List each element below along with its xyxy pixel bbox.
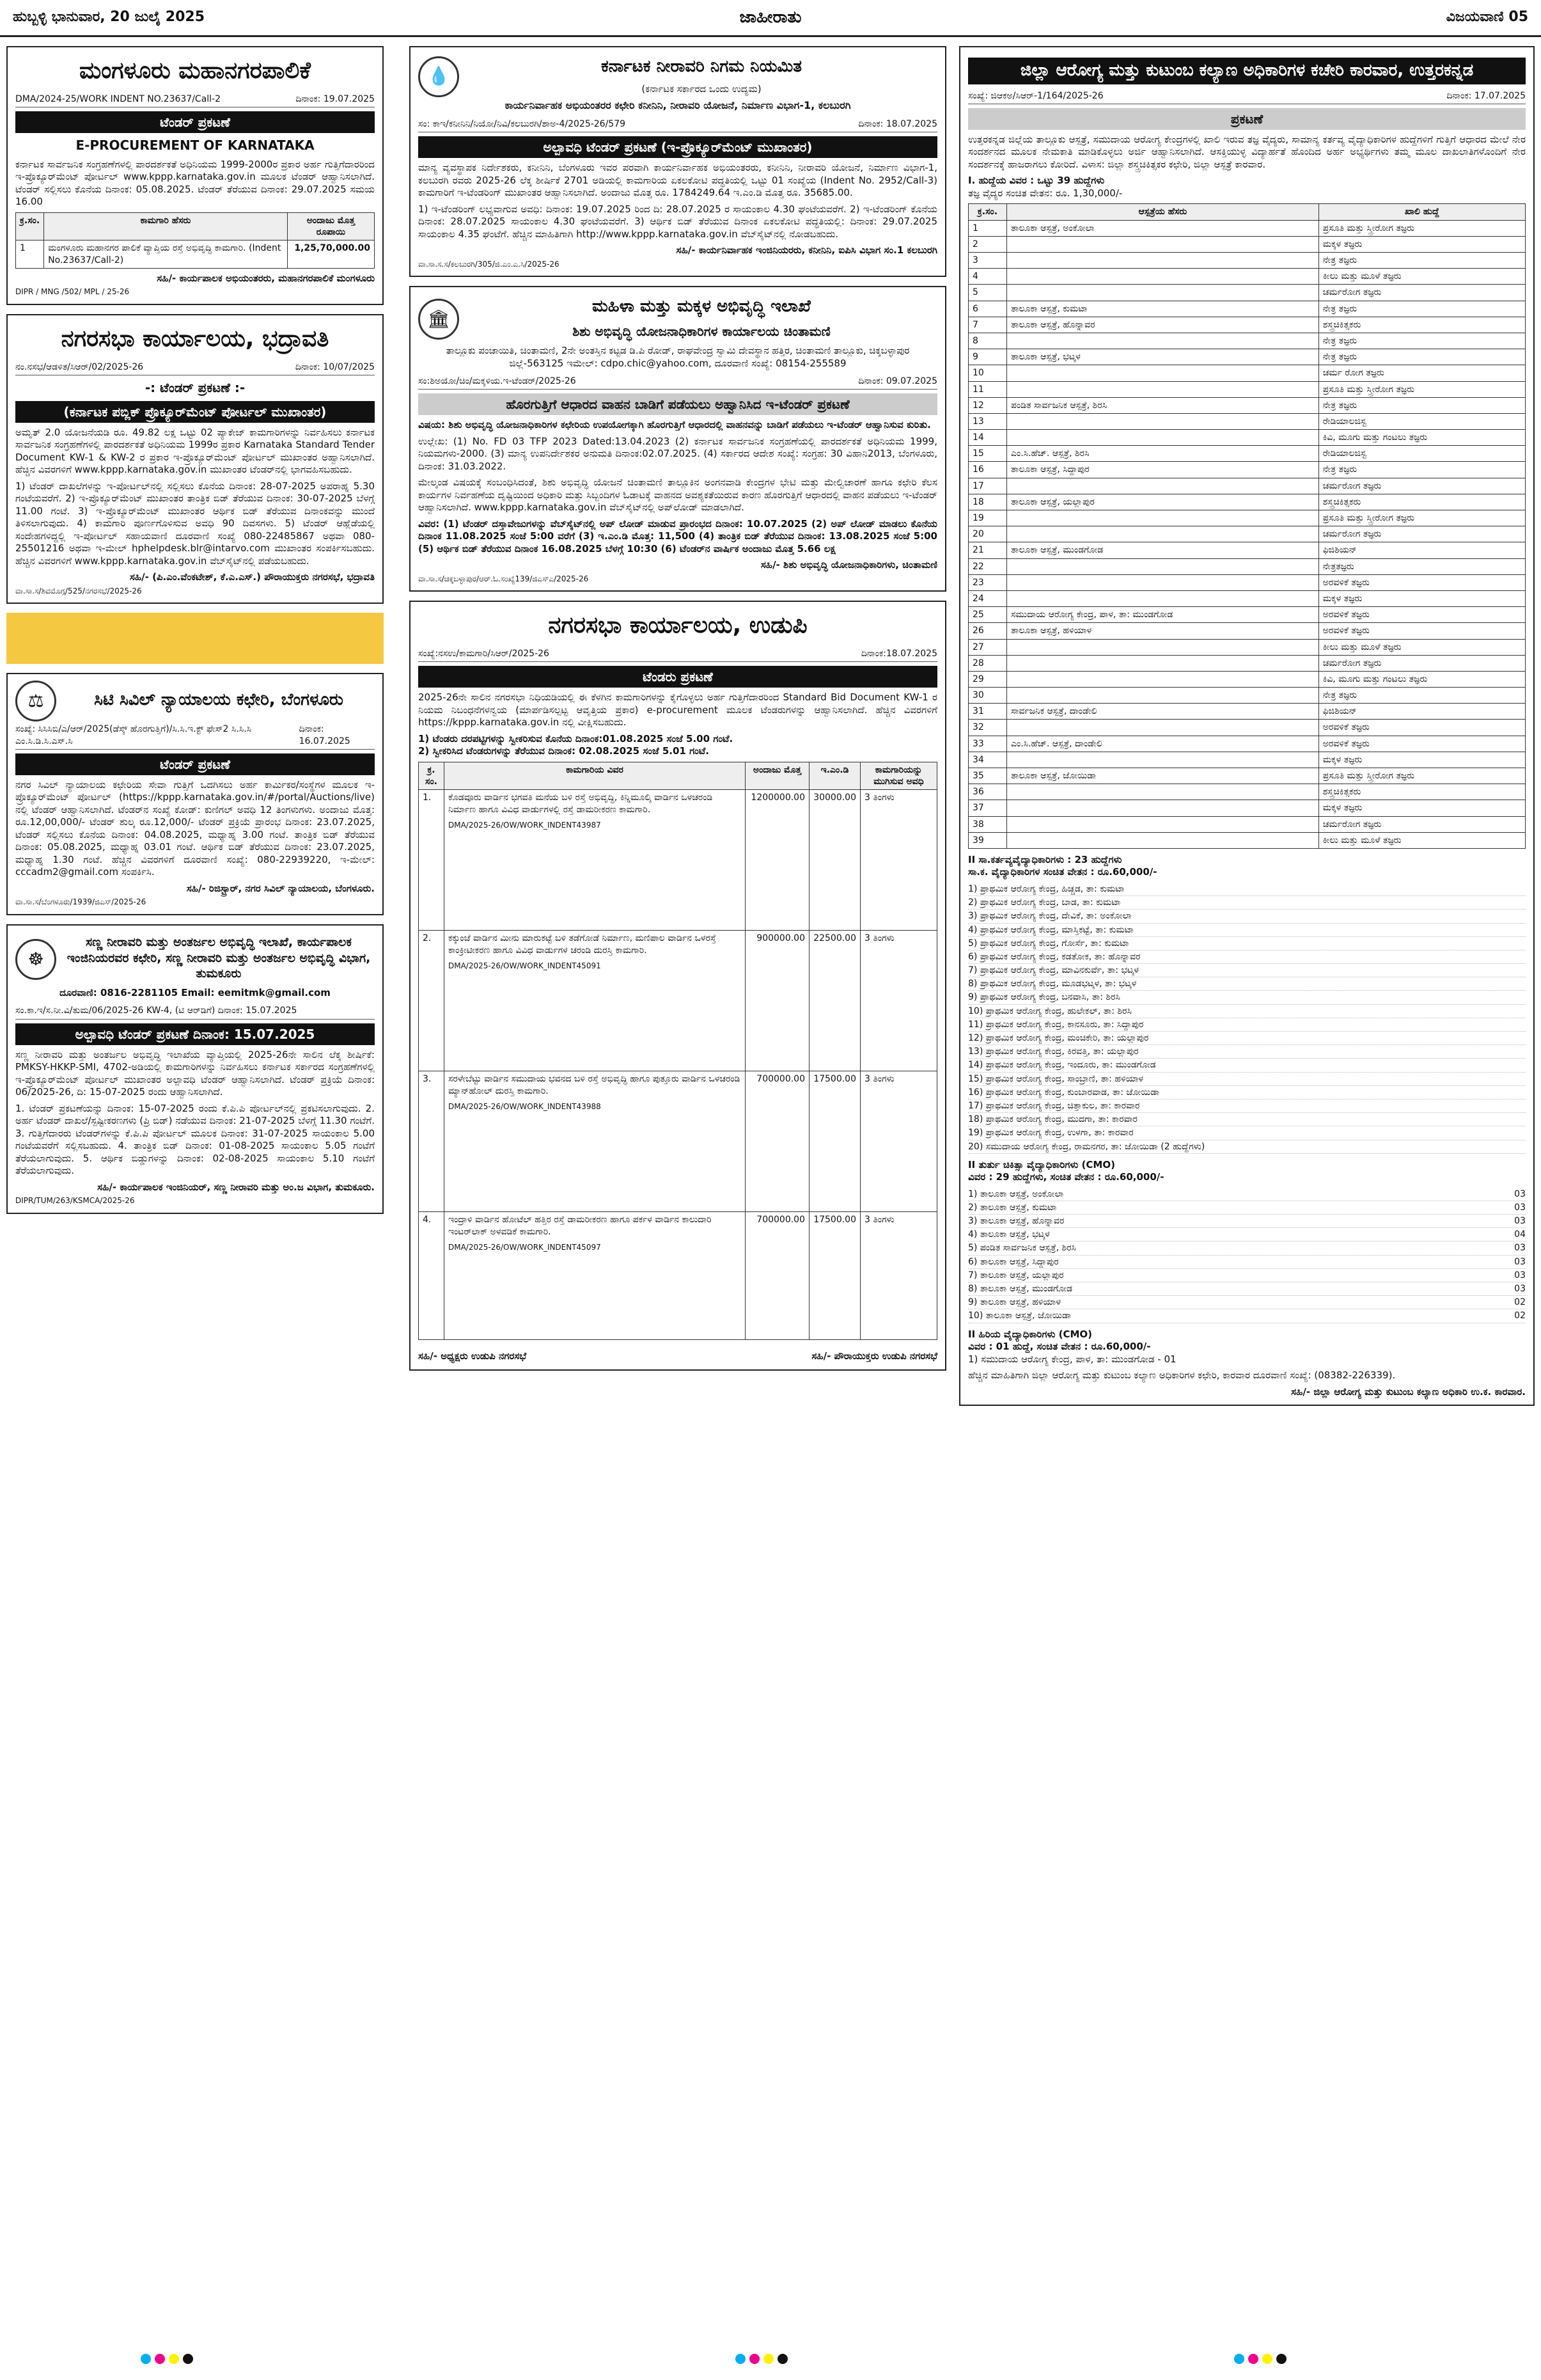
- kbjnl-notice: [409, 46, 946, 277]
- notice-signature: ಸಹಿ/- ರಿಜಿಸ್ಟ್ರಾರ್, ನಗರ ಸಿವಿಲ್ ನ್ಯಾಯಾಲಯ, ಬೆಂಗಳೂರು.: [186, 882, 375, 894]
- header-paper: ವಿಜಯವಾಣಿ 05: [1446, 9, 1528, 26]
- table-row: 28 ಚರ್ಮರೋಗ ತಜ್ಞರು: [969, 655, 1526, 671]
- cyan-dot: [141, 2354, 151, 2364]
- notice-subhead: E-PROCUREMENT OF KARNATAKA: [75, 137, 315, 153]
- notice-meta: ಸಂಖ್ಯೆ: ಜಿಆಕಅ/ಸಿಆರ್-1/164/2025-26 ದಿನಾಂಕ: 17.07.2025: [968, 88, 1526, 104]
- list-item: 3) ತಾಲೂಕಾ ಆಸ್ಪತ್ರೆ, ಹೊನ್ನಾವರ 03: [968, 1215, 1526, 1228]
- list-item: 12) ಪ್ರಾಥಮಿಕ ಆರೋಗ್ಯ ಕೇಂದ್ರ, ಮಂಚಿಕೇರಿ, ತಾ: ಯಲ್ಲಾಪುರ: [968, 1032, 1526, 1045]
- notice-points: 1) ಇ-ಟೆಂಡರಿಂಗ್ ಲಭ್ಯವಾಗುವ ಅವಧಿ: ದಿನಾಂಕ: 19.07.2025 ರಿಂದ ದಿ: 28.07.2025 ರ ಸಾಯಂಕಾಲ 4.30 ಘಂಟೆಯವರೆಗೆ. 2) ಇ-ಟೆಂಡರಿಂಗ್ ಕೊನೆಯ ದಿನಾಂಕ: 28.07.2025 ಸಾಯಂಕಾಲ 4.30 ಘಂಟೆಯವರೆಗೆ. 3) ಆರ್ಥಿಕ ಬಿಡ್ ತೆರೆಯುವ ದಿನಾಂಕ ಏಕಲಕೋಟಿ ಪದ್ಧತಿಯಲ್ಲಿ: ದಿನಾಂಕ: 29.07.2025 ಸಾಯಂಕಾಲ 4.35 ಘಂಟೆಗೆ. ಹೆಚ್ಚಿನ ಮಾಹಿತಿಗಾಗಿ http://www.kppp.karnataka.gov.in ವೆಬ್‌ಸೈಟ್‌ನಲ್ಲಿ ನೋಡಬಹುದು.: [418, 203, 937, 240]
- notice-table: ಕ್ರ.ಸಂ. ಕಾಮಗಾರಿ ಹೆಸರು ಅಂದಾಜು ಮೊತ್ತ ರೂಪಾಯಿ 1 ಮಂಗಳೂರು ಮಹಾನಗರ ಪಾಲಿಕೆ ವ್ಯಾಪ್ತಿಯ ರಸ್ತೆ ಅಭಿವೃದ್ಧಿ ಕಾಮಗಾರಿ. (Indent No.23637/Call-2) 1,25,70,000.00: [15, 212, 375, 269]
- notice-code: ವಾ.ಸಾ.ಸ/ಬೆಂಗಳೂರು/1939/ಜಿಎಸ್/2025-26: [15, 897, 146, 907]
- table-row: 29 ಕಿವಿ, ಮೂಗು ಮತ್ತು ಗಂಟಲು ತಜ್ಞರು: [969, 671, 1526, 687]
- table-row: 16 ತಾಲೂಕಾ ಆಸ್ಪತ್ರೆ, ಸಿದ್ದಾಪುರ ನೇತ್ರ ತಜ್ಞರು: [969, 462, 1526, 478]
- table-row: 10 ಚರ್ಮ ರೋಗ ತಜ್ಞರು: [969, 365, 1526, 381]
- table-row: 1 ಮಂಗಳೂರು ಮಹಾನಗರ ಪಾಲಿಕೆ ವ್ಯಾಪ್ತಿಯ ರಸ್ತೆ ಅಭಿವೃದ್ಧಿ ಕಾಮಗಾರಿ. (Indent No.23637/Call-2) 1,25,70,000.00: [16, 240, 375, 268]
- black-dot: [778, 2354, 788, 2364]
- list-item: 17) ಪ್ರಾಥಮಿಕ ಆರೋಗ್ಯ ಕೇಂದ್ರ, ಚಿತ್ತಾಕುಲ, ತಾ: ಕಾರವಾರ: [968, 1099, 1526, 1113]
- list-item: 19) ಪ್ರಾಥಮಿಕ ಆರೋಗ್ಯ ಕೇಂದ್ರ, ಉಳಗಾ, ತಾ: ಕಾರವಾರ: [968, 1126, 1526, 1140]
- udupi-notice: [409, 601, 946, 1370]
- notice-code: ವಾ.ಸಾ.ಸ/ಶಿವಮೊಗ್ಗ/525/ನಗರಸಭೆ/2025-26: [15, 586, 142, 595]
- table-row: 3. ಸರಳೇಬೆಟ್ಟು ವಾರ್ಡಿನ ಸಮುದಾಯ ಭವನದ ಬಳಿ ರಸ್ತೆ ಅಭಿವೃದ್ಧಿ ಹಾಗೂ ಪುತ್ತೂರು ವಾರ್ಡಿನ ಒಳಚರಂಡಿ ಮ್ಯಾನ್‌ಹೋಲ್ ದುರಸ್ತಿ ಕಾಮಗಾರಿ. DMA/2025-26/OW/WORK_INDENT43988 700000.00 17500.00 3 ತಿಂಗಳು: [419, 1071, 937, 1212]
- section2-title: II ಸಾ.ಕರ್ತವ್ಯವೈದ್ಯಾಧಿಕಾರಿಗಳು : 23 ಹುದ್ದೆಗಳು: [968, 853, 1122, 865]
- list-item: 10) ತಾಲೂಕಾ ಆಸ್ಪತ್ರೆ, ಜೋಯಿಡಾ 02: [968, 1309, 1526, 1323]
- emblem-icon: 🏛: [418, 299, 459, 340]
- table-row: 18 ತಾಲೂಕಾ ಆಸ್ಪತ್ರೆ, ಯಲ್ಲಾಪುರ ಶಸ್ತ್ರಚಿಕಿತ್ಸಕರು: [969, 494, 1526, 510]
- list-item: 4) ತಾಲೂಕಾ ಆಸ್ಪತ್ರೆ, ಭಟ್ಕಳ 04: [968, 1228, 1526, 1241]
- list-item: 20) ಸಮುದಾಯ ಆರೋಗ್ಯ ಕೇಂದ್ರ, ರಾಮನಗರ, ತಾ: ಜೋಯಿಡಾ (2 ಹುದ್ದೆಗಳು): [968, 1140, 1526, 1154]
- notice-code: DIPR / MNG /502/ MPL / 25-26: [15, 287, 130, 297]
- list-item: 10) ಪ್ರಾಥಮಿಕ ಆರೋಗ್ಯ ಕೇಂದ್ರ, ಹುಲೇಕಲ್, ತಾ: ಶಿರಸಿ: [968, 1005, 1526, 1018]
- notice-subtitle: ಶಿಶು ಅಭಿವೃದ್ಧಿ ಯೋಜನಾಧಿಕಾರಿಗಳ ಕಾರ್ಯಾಲಯ ಚಿಂತಾಮಣಿ: [572, 324, 831, 340]
- table-row: 15 ಎಂ.ಸಿ.ಹೆಚ್. ಆಸ್ಪತ್ರೆ, ಶಿರಸಿ ರೇಡಿಯಾಲಜಿಸ್ಟ: [969, 446, 1526, 462]
- notice-body: ಸಣ್ಣ ನೀರಾವರಿ ಮತ್ತು ಅಂತರ್ಜಲ ಅಭಿವೃದ್ಧಿ ಇಲಾಖೆಯ ವ್ಯಾಪ್ತಿಯಲ್ಲಿ 2025-26ನೇ ಸಾಲಿನ ಲೆಕ್ಕ ಶೀರ್ಷಿಕೆ: PMKSY-HKKP-SMI, 4702-ಅಡಿಯಲ್ಲಿ ಕಾಮಗಾರಿಗಳನ್ನು ನಿರ್ವಹಿಸಲು ಕರ್ನಾಟಕ ಸರ್ಕಾರದ ಸಂಗ್ರಹಣೆಗಳಲ್ಲಿ ಇ-ಪ್ರೊಕ್ಯೂರ್‌ಮೆಂಟ್ ಪೋರ್ಟಲ್ ಮುಖಾಂತರ ಅಲ್ಪಾವಧಿ ಟೆಂಡರ್ ಆಹ್ವಾನಿಸಲಾಗಿದೆ. ಟೆಂಡರ್ ಪ್ರಕ್ರಿಯೆ ದಿನಾಂಕ: 06/2025-26, ದಿ: 15-07-2025 ರಂದು ಆಹ್ವಾನಿಸಲಾಗಿದೆ.: [15, 1048, 375, 1098]
- notice-subject: ವಿಷಯ: ಶಿಶು ಅಭಿವೃದ್ಧಿ ಯೋಜನಾಧಿಕಾರಿಗಳ ಕಛೇರಿಯ ಉಪಯೋಗಕ್ಕಾಗಿ ಹೊರಗುತ್ತಿಗೆ ಆಧಾರದಲ್ಲಿ ವಾಹನವನ್ನು ಬಾಡಿಗೆ ಪಡೆಯಲು ಇ-ಟೆಂಡರ್ ಆಹ್ವಾನಿಸುವ ಕುರಿತು.: [418, 419, 931, 431]
- signature-right: ಸಹಿ/- ಪೌರಾಯುಕ್ತರು ಉಡುಪಿ ನಗರಸಭೆ: [811, 1350, 937, 1362]
- section2-sub: ಸಾ.ಕ. ವೈದ್ಯಾಧಿಕಾರಿಗಳ ಸಂಚಿತ ವೇತನ : ರೂ.60,000/-: [968, 866, 1157, 878]
- table-row: 39 ಕೀಲು ಮತ್ತು ಮೂಳೆ ತಜ್ಞರು: [969, 832, 1526, 848]
- table-row: 8 ನೇತ್ರ ತಜ್ಞರು: [969, 333, 1526, 349]
- works-table: ಕ್ರ. ಸಂ. ಕಾಮಗಾರಿಯ ವಿವರ ಅಂದಾಜು ಮೊತ್ತ ಇ.ಎಂ.ಡಿ ಕಾಮಗಾರಿಯನ್ನು ಮುಗಿಸುವ ಅವಧಿ 1. ಕೊಡವೂರು ವಾರ್ಡಿನ ಭಗವತಿ ಮನೆಯ ಬಳಿ ರಸ್ತೆ ಅಭಿವೃದ್ಧಿ, ಕಿನ್ನಿಮೂಲ್ಕಿ ವಾರ್ಡಿನ ಒಳಚರಂಡಿ ನಿರ್ಮಾಣ ಹಾಗೂ ವಿವಿಧ ವಾರ್ಡುಗಳಲ್ಲಿ ರಸ್ತೆ ಡಾಮರೀಕರಣ ಕಾಮಗಾರಿ. DMA/2025-26/OW/WORK_INDENT43987 1200000.00 30000.00 3 ತಿಂಗಳು 2. ಕಕ್ಕುಂಜೆ ವಾರ್ಡಿನ ಮೀನು ಮಾರುಕಟ್ಟೆ ಬಳಿ ತಡೆಗೋಡೆ ನಿರ್ಮಾಣ, ಮಣಿಪಾಲ ವಾರ್ಡಿನ ಒಳರಸ್ತೆ ಕಾಂಕ್ರೀಟೀಕರಣ ಹಾಗೂ ವಿವಿಧ ವಾರ್ಡುಗಳ ಚರಂಡಿ ದುರಸ್ತಿ ಕಾಮಗಾರಿ. DMA/2025-26/OW/WORK_INDENT45091 900000.00 22500.00 3 ತಿಂಗಳು 3. ಸರಳೇಬೆಟ್ಟು ವಾರ್ಡಿನ ಸಮುದಾಯ ಭವನದ ಬಳಿ ರಸ್ತೆ ಅಭಿವೃದ್ಧಿ ಹಾಗೂ ಪುತ್ತೂರು ವಾರ್ಡಿನ ಒಳಚರಂಡಿ ಮ್ಯಾನ್‌ಹೋಲ್ ದುರಸ್ತಿ ಕಾಮಗಾರಿ. DMA/2025-26/OW/WORK_INDENT43988 700000.00 17500.00 3 ತಿಂಗಳು 4. ಇಂದ್ರಾಳಿ ವಾರ್ಡಿನ ಹೋಟೆಲ್ ಹತ್ತಿರ ರಸ್ತೆ ಡಾಮರೀಕರಣ ಹಾಗೂ ಪರ್ಕಳ ವಾರ್ಡಿನ ಕಾಲುದಾರಿ ಇಂಟರ್‌ಲಾಕ್ ಅಳವಡಿಕೆ ಕಾಮಗಾರಿ. DMA/2025-26/OW/WORK_INDENT45097 700000.00 17500.00 3 ತಿಂಗಳು: [418, 762, 937, 1340]
- notice-signature: ಸಹಿ/- ಕಾರ್ಯಪಾಲಕ ಅಭಿಯಂತರರು, ಮಹಾನಗರಪಾಲಿಕೆ ಮಂಗಳೂರು: [157, 272, 375, 284]
- mangaluru-notice: [6, 46, 384, 305]
- table-row: 4 ಕೀಲು ಮತ್ತು ಮೂಳೆ ತಜ್ಞರು: [969, 269, 1526, 285]
- list-item: 5) ಪಂಡಿತ ಸಾರ್ವಜನಿಕ ಆಸ್ಪತ್ರೆ, ಶಿರಸಿ 03: [968, 1241, 1526, 1255]
- table-row: 26 ತಾಲೂಕಾ ಆಸ್ಪತ್ರೆ, ಹಳಿಯಾಳ ಅರವಳಿಕೆ ತಜ್ಞರು: [969, 623, 1526, 639]
- table-row: 14 ಕಿವಿ, ಮೂಗು ಮತ್ತು ಗಂಟಲು ತಜ್ಞರು: [969, 430, 1526, 446]
- list-item: 7) ತಾಲೂಕಾ ಆಸ್ಪತ್ರೆ, ಯಲ್ಲಾಪುರ 03: [968, 1269, 1526, 1282]
- yellow-bar: [6, 613, 384, 664]
- section1-sub: ತಜ್ಞ ವೈದ್ಯರ ಸಂಚಿತ ವೇತನ: ರೂ. 1,30,000/-: [968, 187, 1123, 199]
- table-row: 21 ತಾಲೂಕಾ ಆಸ್ಪತ್ರೆ, ಮುಂಡಗೋಡ ಫಿಜಿಶಿಯನ್: [969, 542, 1526, 558]
- magenta-dot: [749, 2354, 760, 2364]
- table-row: 11 ಪ್ರಸೂತಿ ಮತ್ತು ಸ್ತ್ರೀರೋಗ ತಜ್ಞರು: [969, 381, 1526, 397]
- table-row: 20 ಚರ್ಮರೋಗ ತಜ್ಞರು: [969, 526, 1526, 542]
- column-1: [6, 46, 384, 1223]
- civil-court-notice: [6, 673, 384, 915]
- table-row: 1. ಕೊಡವೂರು ವಾರ್ಡಿನ ಭಗವತಿ ಮನೆಯ ಬಳಿ ರಸ್ತೆ ಅಭಿವೃದ್ಧಿ, ಕಿನ್ನಿಮೂಲ್ಕಿ ವಾರ್ಡಿನ ಒಳಚರಂಡಿ ನಿರ್ಮಾಣ ಹಾಗೂ ವಿವಿಧ ವಾರ್ಡುಗಳಲ್ಲಿ ರಸ್ತೆ ಡಾಮರೀಕರಣ ಕಾಮಗಾರಿ. DMA/2025-26/OW/WORK_INDENT43987 1200000.00 30000.00 3 ತಿಂಗಳು: [419, 790, 937, 931]
- notice-points: 1. ಟೆಂಡರ್ ಪ್ರಕಟಣೆಯನ್ನು ದಿನಾಂಕ: 15-07-2025 ರಂದು ಕೆ.ಪಿ.ಪಿ ಪೋರ್ಟಲ್‌ನಲ್ಲಿ ಪ್ರಕಟಿಸಲಾಗುವುದು. 2. ಅರ್ಹ ಟೆಂಡರ್ ದಾಖಲೆ/ಸ್ಪಷ್ಟೀಕರಣಗಳು (ಪ್ರಿ ಬಿಡ್) ನಡೆಯುವ ದಿನಾಂಕ: 21-07-2025 ಬೆಳಗ್ಗೆ 11.30 ಗಂಟೆಗೆ. 3. ಗುತ್ತಿಗೆದಾರರು ಟೆಂಡರ್‌ಗಳನ್ನು ಕೆ.ಪಿ.ಪಿ ಪೋರ್ಟಲ್ ಮೂಲಕ ದಿನಾಂಕ: 31-07-2025 ಸಾಯಂಕಾಲ 5.00 ಗಂಟೆಯವರೆಗೆ ಸಲ್ಲಿಸಬಹುದು. 4. ತಾಂತ್ರಿಕ ಬಿಡ್ ದಿನಾಂಕ: 01-08-2025 ಸಾಯಂಕಾಲ 5.05 ಗಂಟೆಗೆ ತೆರೆಯಲಾಗುವುದು. 5. ಆರ್ಥಿಕ ಬಿಡ್ಡುಗಳನ್ನು ದಿನಾಂಕ: 02-08-2025 ಸಾಯಂಕಾಲ 5.10 ಗಂಟೆಗೆ ತೆರೆಯಲಾಗುವುದು.: [15, 1102, 375, 1177]
- notice-band: ಟೆಂಡರ್ ಪ್ರಕಟಣೆ: [15, 111, 375, 133]
- table-row: 17 ಚರ್ಮರೋಗ ತಜ್ಞರು: [969, 478, 1526, 494]
- list-item: 2) ಪ್ರಾಥಮಿಕ ಆರೋಗ್ಯ ಕೇಂದ್ರ, ಬಾಡ, ತಾ: ಕುಮಟಾ: [968, 896, 1526, 910]
- notice-title: ಸಿಟಿ ಸಿವಿಲ್ ನ್ಯಾಯಾಲಯ ಕಛೇರಿ, ಬೆಂಗಳೂರು: [94, 690, 343, 709]
- table-row: 35 ತಾಲೂಕಾ ಆಸ್ಪತ್ರೆ, ಜೋಯಿಡಾ ಪ್ರಸೂತಿ ಮತ್ತು ಸ್ತ್ರೀರೋಗ ತಜ್ಞರು: [969, 768, 1526, 784]
- emblem-icon: 💧: [418, 56, 459, 97]
- section4-sub: ವಿವರ : 01 ಹುದ್ದೆ, ಸಂಚಿತ ವೇತನ : ರೂ.60,000/-: [968, 1341, 1151, 1353]
- notice-signature: ಸಹಿ/- ಕಾರ್ಯನಿರ್ವಾಹಕ ಇಂಜಿನಿಯರರು, ಕನೀನಿನಿ, ಐಪಿಸಿ ವಿಭಾಗ ಸಂ.1 ಕಲಬುರಗಿ: [676, 244, 937, 256]
- list-item: 18) ಪ್ರಾಥಮಿಕ ಆರೋಗ್ಯ ಕೇಂದ್ರ, ಮುದಗಾ, ತಾ: ಕಾರವಾರ: [968, 1113, 1526, 1126]
- notice-body: ಮೇಲ್ಕಂಡ ವಿಷಯಕ್ಕೆ ಸಂಬಂಧಿಸಿದಂತೆ, ಶಿಶು ಅಭಿವೃದ್ಧಿ ಯೋಜನೆ ಚಿಂತಾಮಣಿ ತಾಲ್ಲೂಕಿನ ಅಂಗನವಾಡಿ ಕೇಂದ್ರಗಳ ಭೇಟಿ ಮತ್ತು ಮೇಲ್ವಿಚಾರಣೆ ಹಾಗೂ ಕಛೇರಿ ಕೆಲಸ ಕಾರ್ಯಗಳ ನಿರ್ವಹಣೆಯ ದೃಷ್ಟಿಯಿಂದ ಅಧಿಕಾರಿ ಮತ್ತು ಸಿಬ್ಬಂದಿಗಳ ಓಡಾಟಕ್ಕೆ ವಾಹನದ ಅವಶ್ಯಕತೆಯಿರುವ ಕಾರಣ ಹೊರಗುತ್ತಿಗೆ ಆಧಾರದಲ್ಲಿ ವಾಹನ ಪಡೆಯಲು ಇ-ಟೆಂಡರ್ ಆಹ್ವಾನಿಸಲಾಗಿದೆ. www.kppp.karnataka.gov.in ವೆಬ್‌ಸೈಟ್‌ನಲ್ಲಿ ಅಪ್‌ಲೋಡ್ ಮಾಡಲಾಗಿದೆ.: [418, 477, 937, 514]
- table-row: 34 ಮಕ್ಕಳ ತಜ್ಞರು: [969, 752, 1526, 768]
- notice-subtitle: (ಕರ್ನಾಟಕ ಸರ್ಕಾರದ ಒಂದು ಉದ್ಯಮ): [641, 83, 762, 95]
- vacancy-table: ಕ್ರ.ಸಂ. ಆಸ್ಪತ್ರೆಯ ಹೆಸರು ಖಾಲಿ ಹುದ್ದೆ 1 ತಾಲೂಕಾ ಆಸ್ಪತ್ರೆ, ಅಂಕೋಲಾ ಪ್ರಸೂತಿ ಮತ್ತು ಸ್ತ್ರೀರೋಗ ತಜ್ಞರು 2 ಮಕ್ಕಳ ತಜ್ಞರು 3 ನೇತ್ರ ತಜ್ಞರು 4 ಕೀಲು ಮತ್ತು ಮೂಳೆ ತಜ್ಞರು 5 ಚರ್ಮರೋಗ ತಜ್ಞರು 6 ತಾಲೂಕಾ ಆಸ್ಪತ್ರೆ, ಕುಮಟಾ ನೇತ್ರ ತಜ್ಞರು 7 ತಾಲೂಕಾ ಆಸ್ಪತ್ರೆ, ಹೊನ್ನಾವರ ಶಸ್ತ್ರಚಿಕಿತ್ಸಕರು 8 ನೇತ್ರ ತಜ್ಞರು 9 ತಾಲೂಕಾ ಆಸ್ಪತ್ರೆ, ಭಟ್ಕಳ ನೇತ್ರ ತಜ್ಞರು 10 ಚರ್ಮ ರೋಗ ತಜ್ಞರು 11 ಪ್ರಸೂತಿ ಮತ್ತು ಸ್ತ್ರೀರೋಗ ತಜ್ಞರು 12 ಪಂಡಿತ ಸಾರ್ವಜನಿಕ ಆಸ್ಪತ್ರೆ, ಶಿರಸಿ ನೇತ್ರ ತಜ್ಞರು 13 ರೇಡಿಯಾಲಜಿಸ್ಟ 14 ಕಿವಿ, ಮೂಗು ಮತ್ತು ಗಂಟಲು ತಜ್ಞರು 15 ಎಂ.ಸಿ.ಹೆಚ್. ಆಸ್ಪತ್ರೆ, ಶಿರಸಿ ರೇಡಿಯಾಲಜಿಸ್ಟ 16 ತಾಲೂಕಾ ಆಸ್ಪತ್ರೆ, ಸಿದ್ದಾಪುರ ನೇತ್ರ ತಜ್ಞರು 17 ಚರ್ಮರೋಗ ತಜ್ಞರು 18 ತಾಲೂಕಾ ಆಸ್ಪತ್ರೆ, ಯಲ್ಲಾಪುರ ಶಸ್ತ್ರಚಿಕಿತ್ಸಕರು 19 ಪ್ರಸೂತಿ ಮತ್ತು ಸ್ತ್ರೀರೋಗ ತಜ್ಞರು 20 ಚರ್ಮರೋಗ ತಜ್ಞರು 21 ತಾಲೂಕಾ ಆಸ್ಪತ್ರೆ, ಮುಂಡಗೋಡ ಫಿಜಿಶಿಯನ್ 22 ನೇತ್ರತಜ್ಞರು 23 ಅರವಳಿಕೆ ತಜ್ಞರು 24 ಮಕ್ಕಳ ತಜ್ಞರು 25 ಸಮುದಾಯ ಆರೋಗ್ಯ ಕೇಂದ್ರ, ಪಾಳ, ತಾ: ಮುಂಡಗೋಡ ಅರವಳಿಕೆ ತಜ್ಞರು 26 ತಾಲೂಕಾ ಆಸ್ಪತ್ರೆ, ಹಳಿಯಾಳ ಅರವಳಿಕೆ ತಜ್ಞರು 27 ಕೀಲು ಮತ್ತು ಮೂಳೆ ತಜ್ಞರು 28 ಚರ್ಮರೋಗ ತಜ್ಞರು 29 ಕಿವಿ, ಮೂಗು ಮತ್ತು ಗಂಟಲು ತಜ್ಞರು 30 ನೇತ್ರ ತಜ್ಞರು 31 ಸಾರ್ವಜನಿಕ ಆಸ್ಪತ್ರೆ, ದಾಂಡೇಲಿ ಫಿಜಿಶಿಯನ್ 32 ಅರವಳಿಕೆ ತಜ್ಞರು 33 ಎಂ.ಸಿ.ಹೆಚ್. ಆಸ್ಪತ್ರೆ, ದಾಂಡೇಲಿ ಅರವಳಿಕೆ ತಜ್ಞರು 34 ಮಕ್ಕಳ ತಜ್ಞರು 35 ತಾಲೂಕಾ ಆಸ್ಪತ್ರೆ, ಜೋಯಿಡಾ ಪ್ರಸೂತಿ ಮತ್ತು ಸ್ತ್ರೀರೋಗ ತಜ್ಞರು 36 ಶಸ್ತ್ರಚಿಕಿತ್ಸಕರು 37 ಮಕ್ಕಳ ತಜ್ಞರು 38 ಚರ್ಮರೋಗ ತಜ್ಞರು 39 ಕೀಲು ಮತ್ತು ಮೂಳೆ ತಜ್ಞರು: [968, 203, 1526, 849]
- notice-title: ಕರ್ನಾಟಕ ನೀರಾವರಿ ನಿಗಮ ನಿಯಮಿತ: [600, 57, 802, 76]
- notice-band: ಅಲ್ಪಾವಧಿ ಟೆಂಡರ್ ಪ್ರಕಟಣೆ (ಇ-ಪ್ರೊಕ್ಯೂರ್‌ಮೆಂಟ್ ಮುಖಾಂತರ): [418, 136, 937, 158]
- health-dept-notice: [959, 46, 1535, 1406]
- list-item: 1) ಪ್ರಾಥಮಿಕ ಆರೋಗ್ಯ ಕೇಂದ್ರ, ಹಿಚ್ಚಡ, ತಾ: ಕುಮಟಾ: [968, 883, 1526, 896]
- notice-band: -: ಟೆಂಡರ್ ಪ್ರಕಟಣೆ :-: [145, 379, 246, 395]
- list-item: 6) ಪ್ರಾಥಮಿಕ ಆರೋಗ್ಯ ಕೇಂದ್ರ, ಕಡತೋಕ, ತಾ: ಹೊನ್ನಾವರ: [968, 950, 1526, 964]
- table-row: 12 ಪಂಡಿತ ಸಾರ್ವಜನಿಕ ಆಸ್ಪತ್ರೆ, ಶಿರಸಿ ನೇತ್ರ ತಜ್ಞರು: [969, 397, 1526, 413]
- notice-signature: ಸಹಿ/- ಜಿಲ್ಲಾ ಆರೋಗ್ಯ ಮತ್ತು ಕುಟುಂಬ ಕಲ್ಯಾಣ ಅಧಿಕಾರಿ ಉ.ಕ. ಕಾರವಾರ.: [1291, 1385, 1526, 1398]
- notice-title: ಮಹಿಳಾ ಮತ್ತು ಮಕ್ಕಳ ಅಭಿವೃದ್ಧಿ ಇಲಾಖೆ: [592, 297, 811, 317]
- notice-meta: ಸಂ: ಕಾಇ/ಕನೀನಿನಿ/ನಿಯೋ/ನಿವಿ/ಕಲಬುರಗಿ/ಶಾಅ-4/2025-26/579 ದಿನಾಂಕ: 18.07.2025: [418, 116, 937, 132]
- table-row: 27 ಕೀಲು ಮತ್ತು ಮೂಳೆ ತಜ್ಞರು: [969, 639, 1526, 655]
- notice-schedule: ವಿವರ: (1) ಟೆಂಡರ್ ದಸ್ತಾವೇಜುಗಳನ್ನು ವೆಬ್‌ಸೈಟ್‌ನಲ್ಲಿ ಅಪ್ ಲೋಡ್ ಮಾಡುವ ಪ್ರಾರಂಭದ ದಿನಾಂಕ: 10.07.2025 (2) ಅಪ್ ಲೋಡ್ ಮಾಡಲು ಕೊನೆಯ ದಿನಾಂಕ 11.08.2025 ಸಂಜೆ 5:00 ವರೆಗೆ (3) ಇ.ಎಂ.ಡಿ ಮೊತ್ತ: 11,500 (4) ತಾಂತ್ರಿಕ ಬಿಡ್ ತೆರೆಯುವ ದಿನಾಂಕ: 13.08.2025 ಸಂಜೆ 5:00 (5) ಆರ್ಥಿಕ ಬಿಡ್ ತೆರೆಯುವ ದಿನಾಂಕ 16.08.2025 ಬೆಳಗ್ಗೆ 10:30 (6) ಟೆಂಡರ್‌ನ ವಾರ್ಷಿಕ ಅಂದಾಜು ಮೊತ್ತ 5.66 ಲಕ್ಷ: [418, 517, 937, 555]
- header-date: ಹುಬ್ಬಳ್ಳಿ ಭಾನುವಾರ, 20 ಜುಲೈ 2025: [13, 9, 205, 26]
- table-row: 36 ಶಸ್ತ್ರಚಿಕಿತ್ಸಕರು: [969, 784, 1526, 800]
- notice-title: ಸಣ್ಣ ನೀರಾವರಿ ಮತ್ತು ಅಂತರ್ಜಲ ಅಭಿವೃದ್ಧಿ ಇಲಾಖೆ, ಕಾರ್ಯಪಾಲಕ ಇಂಜಿನಿಯರವರ ಕಛೇರಿ, ಸಣ್ಣ ನೀರಾವರಿ ಮತ್ತು ಅಂತರ್ಜಲ ಅಭಿವೃದ್ಧಿ ವಿಭಾಗ, ತುಮಕೂರು: [66, 934, 371, 981]
- notice-meta: ಸಂ.ಕಾ.ಇ/ಸ.ನೀ.ವಿ/ತುಮ/06/2025-26 KW-4, (ಟಿ ಆರ್‌ಡಿಗೆ) ದಿನಾಂಕ: 15.07.2025: [15, 1003, 375, 1019]
- page-header: [0, 0, 1541, 37]
- notice-meta: ಸಂಖ್ಯೆ: ಸಿಸಿಸಿಬಿ/ಎ/ಆರ್/2025(ಡೆಸ್ಕ್ ಹೊರಗುತ್ತಿಗೆ)/ಸಿ.ಸಿ.ಇ.ಕ್ಟ್ ಫೇಸ್2 ಸಿ.ಸಿ.ಸಿ ಎಂ.ಸಿ.ಡಿ.ಸಿ.ಎಸ್.ಸಿ ದಿನಾಂಕ: 16.07.2025: [15, 721, 375, 749]
- notice-date-2: 2) ಸ್ವೀಕರಿಸಿದ ಟೆಂಡರುಗಳನ್ನು ತೆರೆಯುವ ದಿನಾಂಕ: 02.08.2025 ಸಂಜೆ 5.01 ಗಂಟೆ.: [418, 745, 709, 757]
- notice-meta: ಸಂಖ್ಯೆ:ನಸಉ/ಕಾಮಗಾರಿ/ಸಿಆರ್/2025-26 ದಿನಾಂಕ:18.07.2025: [418, 646, 937, 662]
- list-item: 6) ತಾಲೂಕಾ ಆಸ್ಪತ್ರೆ, ಸಿದ್ದಾಪುರ 03: [968, 1256, 1526, 1269]
- column-2: [409, 46, 946, 1380]
- header-section: ಜಾಹೀರಾತು: [739, 7, 802, 27]
- table-row: 9 ತಾಲೂಕಾ ಆಸ್ಪತ್ರೆ, ಭಟ್ಕಳ ನೇತ್ರ ತಜ್ಞರು: [969, 349, 1526, 365]
- list-item: 9) ಪ್ರಾಥಮಿಕ ಆರೋಗ್ಯ ಕೇಂದ್ರ, ಬನವಾಸಿ, ತಾ: ಶಿರಸಿ: [968, 991, 1526, 1004]
- notice-code: DIPR/TUM/263/KSMCA/2025-26: [15, 1196, 135, 1206]
- table-row: 32 ಅರವಳಿಕೆ ತಜ್ಞರು: [969, 720, 1526, 736]
- registration-dots: [141, 2354, 193, 2364]
- table-row: 23 ಅರವಳಿಕೆ ತಜ್ಞರು: [969, 574, 1526, 590]
- yellow-dot: [169, 2354, 179, 2364]
- notice-signature: ಸಹಿ/- (ಪಿ.ಎಂ.ವೆಂಕಟೇಶ್, ಕೆ.ಎ.ಎಸ್.) ಪೌರಾಯುಕ್ತರು ನಗರಸಭೆ, ಭದ್ರಾವತಿ: [129, 571, 375, 583]
- section4-item: 1) ಸಮುದಾಯ ಆರೋಗ್ಯ ಕೇಂದ್ರ, ಪಾಳ, ತಾ: ಮುಂಡಗೋಡ - 01: [968, 1353, 1177, 1365]
- notice-date-1: 1) ಟೆಂಡರು ದರಪಟ್ಟಿಗಳನ್ನು ಸ್ವೀಕರಿಸುವ ಕೊನೆಯ ದಿನಾಂಕ:01.08.2025 ಸಂಜೆ 5.00 ಗಂಟೆ.: [418, 732, 733, 745]
- notice-band: ಟೆಂಡರ್ ಪ್ರಕಟಣೆ: [15, 753, 375, 775]
- table-row: 25 ಸಮುದಾಯ ಆರೋಗ್ಯ ಕೇಂದ್ರ, ಪಾಳ, ತಾ: ಮುಂಡಗೋಡ ಅರವಳಿಕೆ ತಜ್ಞರು: [969, 607, 1526, 623]
- table-row: 24 ಮಕ್ಕಳ ತಜ್ಞರು: [969, 590, 1526, 606]
- list-item: 5) ಪ್ರಾಥಮಿಕ ಆರೋಗ್ಯ ಕೇಂದ್ರ, ಗೋರ್ಸೆ, ತಾ: ಕುಮಟಾ: [968, 937, 1526, 950]
- section2-list: [968, 883, 1526, 1154]
- list-item: 15) ಪ್ರಾಥಮಿಕ ಆರೋಗ್ಯ ಕೇಂದ್ರ, ಸಾಂಬ್ರಾಣಿ, ತಾ: ಹಳಿಯಾಳ: [968, 1073, 1526, 1086]
- notice-subhead: (ಕರ್ನಾಟಕ ಪಬ್ಲಿಕ್ ಪ್ರೊಕ್ಯೂರ್‌ಮೆಂಟ್ ಪೋರ್ಟಲ್ ಮುಖಾಂತರ): [15, 401, 375, 423]
- yellow-dot: [1262, 2354, 1272, 2364]
- notice-title: ನಗರಸಭಾ ಕಾರ್ಯಾಲಯ, ಭದ್ರಾವತಿ: [61, 325, 329, 352]
- notice-title: ಜಿಲ್ಲಾ ಆರೋಗ್ಯ ಮತ್ತು ಕುಟುಂಬ ಕಲ್ಯಾಣ ಅಧಿಕಾರಿಗಳ ಕಚೇರಿ ಕಾರವಾರ, ಉತ್ತರಕನ್ನಡ: [968, 58, 1526, 84]
- section3-title: II ತುರ್ತು ಚಿಕಿತ್ಸಾ ವೈದ್ಯಾಧಿಕಾರಿಗಳು (CMO): [968, 1158, 1115, 1170]
- table-row: 6 ತಾಲೂಕಾ ಆಸ್ಪತ್ರೆ, ಕುಮಟಾ ನೇತ್ರ ತಜ್ಞರು: [969, 301, 1526, 317]
- black-dot: [183, 2354, 193, 2364]
- section4-title: II ಹಿರಿಯ ವೈದ್ಯಾಧಿಕಾರಿಗಳು (CMO): [968, 1328, 1093, 1340]
- notice-office: ಕಾರ್ಯನಿರ್ವಾಹಕ ಅಭಿಯಂತರರ ಕಛೇರಿ ಕನೀನಿನಿ, ನೀರಾವರಿ ಯೋಜನೆ, ನಿರ್ಮಾಣ ವಿಭಾಗ-1, ಕಲಬುರಗಿ: [505, 99, 851, 112]
- magenta-dot: [155, 2354, 165, 2364]
- table-row: 37 ಮಕ್ಕಳ ತಜ್ಞರು: [969, 800, 1526, 816]
- column-3: [959, 46, 1535, 1415]
- cyan-dot: [1234, 2354, 1244, 2364]
- registration-dots: [1234, 2354, 1287, 2364]
- notice-title: ನಗರಸಭಾ ಕಾರ್ಯಾಲಯ, ಉಡುಪಿ: [548, 612, 808, 639]
- notice-body: ನಗರ ಸಿವಿಲ್ ನ್ಯಾಯಾಲಯ ಕಛೇರಿಯ ಸೇವಾ ಗುತ್ತಿಗೆ ಒದಗಿಸಲು ಅರ್ಹ ಕಾರ್ಮಿಕರ/ಸಂಸ್ಥೆಗಳ ಮೂಲಕ ಇ-ಪ್ರೊಕ್ಯೂರ್‌ಮೆಂಟ್ ಪೋರ್ಟಲ್ (https://kppp.karnataka.gov.in/#/portal/Auctions/live) ನಲ್ಲಿ ಟೆಂಡರ್ ಆಹ್ವಾನಿಸಲಾಗಿದೆ. ಟೆಂಡರ್‌ನ ಸಂಖ್ಯೆ ಕೋಡ್: ಕುಣಿಗಲ್ ಅವಧಿ 12 ತಿಂಗಳುಗಳು. ಅಂದಾಜು ಮೊತ್ತ: ರೂ.12,00,000/- ಟೆಂಡರ್ ಶುಲ್ಕ ರೂ.12,000/- ಟೆಂಡರ್ ಪ್ರಕ್ರಿಯೆ ಪ್ರಾರಂಭ ದಿನಾಂಕ: 23.07.2025, ಟೆಂಡರ್ ಸಲ್ಲಿಸಲು ಕೊನೆಯ ದಿನಾಂಕ: 04.08.2025, ಮಧ್ಯಾಹ್ನ 3.00 ಗಂಟೆ. ತಾಂತ್ರಿಕ ಬಿಡ್ ತೆರೆಯುವ ದಿನಾಂಕ: 05.08.2025, ಮಧ್ಯಾಹ್ನ 03.01 ಗಂಟೆ. ಆರ್ಥಿಕ ಬಿಡ್ ತೆರೆಯುವ ದಿನಾಂಕ: 23.07.2025, ಮಧ್ಯಾಹ್ನ 1.30 ಗಂಟೆ. ಹೆಚ್ಚಿನ ವಿವರಗಳಿಗೆ ದೂರವಾಣಿ ಸಂಖ್ಯೆ: 080-22939220, ಇ-ಮೇಲ್: cccadm2@gmail.com ಸಂಪರ್ಕಿಸಿ.: [15, 778, 375, 878]
- table-row: 5 ಚರ್ಮರೋಗ ತಜ್ಞರು: [969, 285, 1526, 301]
- notice-band: ಅಲ್ಪಾವಧಿ ಟೆಂಡರ್ ಪ್ರಕಟಣೆ ದಿನಾಂಕ: 15.07.2025: [15, 1023, 375, 1045]
- wcd-notice: [409, 286, 946, 592]
- table-row: 30 ನೇತ್ರ ತಜ್ಞರು: [969, 688, 1526, 704]
- notice-signature: ಸಹಿ/- ಶಿಶು ಅಭಿವೃದ್ಧಿ ಯೋಜನಾಧಿಕಾರಿಗಳು, ಚಿಂತಾಮಣಿ: [760, 559, 937, 571]
- black-dot: [1276, 2354, 1287, 2364]
- notice-meta: ಸಂ:ಶಿಅಯೋ/ಚಿಂ/ಮಕ್ಕಳಿಯ.ಇ-ಟೆಂಡರ್/2025-26 ದಿನಾಂಕ: 09.07.2025: [418, 374, 937, 390]
- minor-irrigation-notice: [6, 924, 384, 1214]
- list-item: 14) ಪ್ರಾಥಮಿಕ ಆರೋಗ್ಯ ಕೇಂದ್ರ, ಇಂದೂರು, ತಾ: ಮುಂಡಗೋಡ: [968, 1059, 1526, 1072]
- table-row: 33 ಎಂ.ಸಿ.ಹೆಚ್. ಆಸ್ಪತ್ರೆ, ದಾಂಡೇಲಿ ಅರವಳಿಕೆ ತಜ್ಞರು: [969, 736, 1526, 752]
- notice-meta: DMA/2024-25/WORK INDENT NO.23637/Call-2 ದಿನಾಂಕ: 19.07.2025: [15, 91, 375, 107]
- notice-code: ವಾ.ಸಾ.ಸ/ಚಿಕ್ಕಬಳ್ಳಾಪುರ/ಆರ್.ಓ.ಸಂಖ್ಯೆ139/ಜಿಎಸ್‌ಎ/2025-26: [418, 574, 589, 583]
- notice-body: ಮಾನ್ಯ ವ್ಯವಸ್ಥಾಪಕ ನಿರ್ದೇಶಕರು, ಕನೀನಿನಿ, ಬೆಂಗಳೂರು ಇವರ ಪರವಾಗಿ ಕಾರ್ಯನಿರ್ವಾಹಕ ಅಭಿಯಂತರರು, ಕನೀನಿನಿ, ನೀರಾವರಿ ಯೋಜನೆ, ನಿರ್ಮಾಣ ವಿಭಾಗ-1, ಕಲಬುರಗಿ ರವರು 2025-26 ಲೆಕ್ಕ ಶೀರ್ಷಿಕೆ 2701 ಅಡಿಯಲ್ಲಿ ಕಾಮಗಾರಿಯ ಏಕಲಕೋಟಿ ಪದ್ಧತಿಯಲ್ಲಿ ಒಟ್ಟು 01 ಸಂಖ್ಯೆಯ (Indent No. 2952/Call-3) ಕಾಮಗಾರಿಗೆ ಇ-ಟೆಂಡರಿಂಗ್ ಮುಖಾಂತರ ಆಹ್ವಾನಿಸಲಾಗಿದೆ. ಅಂದಾಜು ಮೊತ್ತ ರೂ. 1784249.64 ಇ.ಎಂ.ಡಿ ಮೊತ್ತ ರೂ. 35685.00.: [418, 162, 937, 199]
- table-row: 31 ಸಾರ್ವಜನಿಕ ಆಸ್ಪತ್ರೆ, ದಾಂಡೇಲಿ ಫಿಜಿಶಿಯನ್: [969, 704, 1526, 720]
- list-item: 3) ಪ್ರಾಥಮಿಕ ಆರೋಗ್ಯ ಕೇಂದ್ರ, ದೇವಿಕೆ, ತಾ: ಅಂಕೋಲಾ: [968, 910, 1526, 923]
- notice-address: ತಾಲ್ಲೂಕು ಪಂಚಾಯಿತಿ, ಚಿಂತಾಮಣಿ, 2ನೇ ಅಂತಸ್ತಿನ ಕಟ್ಟಡ ಡಿ.ಪಿ ರೋಡ್, ರಾಘವೇಂದ್ರ ಸ್ವಾಮಿ ದೇವಸ್ಥಾನ ಹತ್ತಿರ, ಚಿಂತಾಮಣಿ ತಾಲ್ಲೂಕು, ಚಿಕ್ಕಬಳ್ಳಾಪುರ ಜಿಲ್ಲೆ-563125 ಇಮೇಲ್: cdpo.chic@yahoo.com, ದೂರವಾಣಿ ಸಂಖ್ಯೆ: 08154-255589: [446, 345, 910, 369]
- emblem-icon: ☸: [15, 939, 56, 980]
- section3-list: [968, 1188, 1526, 1323]
- notice-footer: ಹೆಚ್ಚಿನ ಮಾಹಿತಿಗಾಗಿ ಜಿಲ್ಲಾ ಆರೋಗ್ಯ ಮತ್ತು ಕುಟುಂಬ ಕಲ್ಯಾಣ ಅಧಿಕಾರಿಗಳ ಕಛೇರಿ, ಕಾರವಾರ ದೂರವಾಣಿ ಸಂಖ್ಯೆ: (08382-226339).: [968, 1369, 1396, 1382]
- table-row: 19 ಪ್ರಸೂತಿ ಮತ್ತು ಸ್ತ್ರೀರೋಗ ತಜ್ಞರು: [969, 510, 1526, 526]
- list-item: 11) ಪ್ರಾಥಮಿಕ ಆರೋಗ್ಯ ಕೇಂದ್ರ, ಕಾನಸೂರು, ತಾ: ಸಿದ್ದಾಪುರ: [968, 1018, 1526, 1032]
- registration-dots: [735, 2354, 788, 2364]
- table-row: 13 ರೇಡಿಯಾಲಜಿಸ್ಟ: [969, 413, 1526, 429]
- list-item: 8) ಪ್ರಾಥಮಿಕ ಆರೋಗ್ಯ ಕೇಂದ್ರ, ಮೂಡಭಟ್ಕಳ, ತಾ: ಭಟ್ಕಳ: [968, 977, 1526, 991]
- list-item: 7) ಪ್ರಾಥಮಿಕ ಆರೋಗ್ಯ ಕೇಂದ್ರ, ಮಾವಿನಕುರ್ವೆ, ತಾ: ಭಟ್ಕಳ: [968, 964, 1526, 977]
- list-item: 16) ಪ್ರಾಥಮಿಕ ಆರೋಗ್ಯ ಕೇಂದ್ರ, ಕುಂಬಾರವಾಡ, ತಾ: ಜೋಯಿಡಾ: [968, 1086, 1526, 1099]
- notice-points: 1) ಟೆಂಡರ್ ದಾಖಲೆಗಳನ್ನು ಇ-ಪೋರ್ಟಲ್‌ನಲ್ಲಿ ಸಲ್ಲಿಸಲು ಕೊನೆಯ ದಿನಾಂಕ: 28-07-2025 ಅಪರಾಹ್ನ 5.30 ಗಂಟೆಯವರೆಗೆ. 2) ಇ-ಪ್ರೊಕ್ಯೂರ್‌ಮೆಂಟ್ ಮುಖಾಂತರ ತಾಂತ್ರಿಕ ಬಿಡ್ ತೆರೆಯುವ ದಿನಾಂಕ: 30-07-2025 ಬೆಳಗ್ಗೆ 11.00 ಗಂಟೆ. 3) ಇ-ಪ್ರೊಕ್ಯೂರ್‌ಮೆಂಟ್ ಮುಖಾಂತರ ಆರ್ಥಿಕ ಬಿಡ್ ತೆರೆಯುವ ದಿನಾಂಕವನ್ನು ಮುಂದೆ ತಿಳಿಸಲಾಗುವುದು. 4) ಕಾಮಗಾರಿ ಪೂರ್ಣಗೊಳಿಸುವ ಅವಧಿ 90 ದಿವಸಗಳು. 5) ಟೆಂಡರ್ ಆಹ್ಲೆಡೆಯಲ್ಲಿ ಸಂದೇಹಗಳಿದ್ದಲ್ಲಿ ಇ-ಪೋರ್ಟಲ್ ಸಹಾಯವಾಣಿ ದೂರವಾಣಿ ಸಂಖ್ಯೆ 080-22485867 ಅಥವಾ 080-25501216 ಅಥವಾ ಇ-ಮೇಲ್ hphelpdesk.blr@intarvo.com ಮುಖಾಂತರ ಸಂಪರ್ಕಿಸಬಹುದು. ಹೆಚ್ಚಿನ ವಿವರಗಳಿಗೆ www.kppp.karnataka.gov.in ವೆಬ್‌ಸೈಟ್‌ನಲ್ಲಿ ಪಡೆಯಬಹುದು.: [15, 480, 375, 567]
- magenta-dot: [1248, 2354, 1258, 2364]
- table-row: 1 ತಾಲೂಕಾ ಆಸ್ಪತ್ರೆ, ಅಂಕೋಲಾ ಪ್ರಸೂತಿ ಮತ್ತು ಸ್ತ್ರೀರೋಗ ತಜ್ಞರು: [969, 220, 1526, 236]
- table-row: 4. ಇಂದ್ರಾಳಿ ವಾರ್ಡಿನ ಹೋಟೆಲ್ ಹತ್ತಿರ ರಸ್ತೆ ಡಾಮರೀಕರಣ ಹಾಗೂ ಪರ್ಕಳ ವಾರ್ಡಿನ ಕಾಲುದಾರಿ ಇಂಟರ್‌ಲಾಕ್ ಅಳವಡಿಕೆ ಕಾಮಗಾರಿ. DMA/2025-26/OW/WORK_INDENT45097 700000.00 17500.00 3 ತಿಂಗಳು: [419, 1212, 937, 1340]
- notice-meta: ನಂ.ನಸಭ/ಆಡಳಿತ/ಸಿಆರ್/02/2025-26 ದಿನಾಂಕ: 10/07/2025: [15, 359, 375, 375]
- notice-band: ಟೆಂಡರು ಪ್ರಕಟಣೆ: [418, 666, 937, 688]
- notice-body: ಕರ್ನಾಟಕ ಸಾರ್ವಜನಿಕ ಸಂಗ್ರಹಣೆಗಳಲ್ಲಿ ಪಾರದರ್ಶಕತೆ ಅಧಿನಿಯಮ 1999-2000ರ ಪ್ರಕಾರ ಅರ್ಹ ಗುತ್ತಿಗೆದಾರರಿಂದ ಇ-ಪ್ರೊಕ್ಯೂರ್‌ಮೆಂಟ್ ಪೋರ್ಟಲ್ www.kppp.karnataka.gov.in ಮೂಲಕ ಟೆಂಡರ್ ಆಹ್ವಾನಿಸಲಾಗಿದೆ. ಟೆಂಡರ್ ಸಲ್ಲಿಸಲು ಕೊನೆಯ ದಿನಾಂಕ: 05.08.2025. ಟೆಂಡರ್ ತೆರೆಯುವ ದಿನಾಂಕ: 29.07.2025 ಸಮಯ 16.00: [15, 158, 375, 208]
- notice-contact: ದೂರವಾಣಿ: 0816-2281105 Email: eemitmk@gmail.com: [59, 986, 331, 998]
- list-item: 13) ಪ್ರಾಥಮಿಕ ಆರೋಗ್ಯ ಕೇಂದ್ರ, ಕಿರವತ್ತಿ, ತಾ: ಯಲ್ಲಾಪುರ: [968, 1045, 1526, 1059]
- table-row: 38 ಚರ್ಮರೋಗ ತಜ್ಞರು: [969, 816, 1526, 832]
- table-row: 3 ನೇತ್ರ ತಜ್ಞರು: [969, 253, 1526, 269]
- emblem-icon: ⚖: [15, 681, 56, 721]
- bhadravati-notice: [6, 314, 384, 604]
- notice-code: ವಾ.ಸಾ.ಸ.ಸ/ಕಲಬುರಗಿ/305/ಜಿ.ಎಂ.ಎ.ಸಿ/2025-26: [418, 259, 559, 269]
- list-item: 8) ತಾಲೂಕಾ ಆಸ್ಪತ್ರೆ, ಮುಂಡಗೋಡ 03: [968, 1282, 1526, 1296]
- section3-sub: ವಿವರ : 29 ಹುದ್ದೆಗಳು, ಸಂಚಿತ ವೇತನ : ರೂ.60,000/-: [968, 1171, 1164, 1183]
- table-row: 2 ಮಕ್ಕಳ ತಜ್ಞರು: [969, 236, 1526, 252]
- yellow-dot: [763, 2354, 774, 2364]
- notice-band: ಹೊರಗುತ್ತಿಗೆ ಆಧಾರದ ವಾಹನ ಬಾಡಿಗೆ ಪಡೆಯಲು ಅಹ್ವಾನಿಸಿದ ಇ-ಟೆಂಡರ್ ಪ್ರಕಟಣೆ: [418, 393, 937, 415]
- list-item: 4) ಪ್ರಾಥಮಿಕ ಆರೋಗ್ಯ ಕೇಂದ್ರ, ಮಾಸ್ತಿಕಟ್ಟೆ, ತಾ: ಕುಮಟಾ: [968, 924, 1526, 937]
- table-row: 22 ನೇತ್ರತಜ್ಞರು: [969, 558, 1526, 574]
- notice-body: ಉತ್ತರಕನ್ನಡ ಜಿಲ್ಲೆಯ ತಾಲ್ಲೂಕು ಆಸ್ಪತ್ರೆ, ಸಮುದಾಯ ಆರೋಗ್ಯ ಕೇಂದ್ರಗಳಲ್ಲಿ ಖಾಲಿ ಇರುವ ತಜ್ಞ ವೈದ್ಯರು, ಸಾಮಾನ್ಯ ಕರ್ತವ್ಯ ವೈದ್ಯಾಧಿಕಾರಿಗಳ ಹುದ್ದೆಗಳಿಗೆ ಗುತ್ತಿಗೆ ಆಧಾರದ ಮೇಲೆ ನೇರ ಸಂದರ್ಶನದ ಮೂಲಕ ನೇಮಕಾತಿ ಮಾಡಿಕೊಳ್ಳಲು ಅರ್ಜಿ ಆಹ್ವಾನಿಸಲಾಗಿದೆ. ಆಸಕ್ತಿಯುಳ್ಳ ವಿದ್ಯಾರ್ಹತೆ ಹೊಂದಿದ ಅರ್ಹ ಅಭ್ಯರ್ಥಿಗಳು ತಮ್ಮ ಮೂಲ ದಾಖಲಾತಿಗಳೊಂದಿಗೆ ನೇರ ಸಂದರ್ಶನಕ್ಕೆ ಹಾಜರಾಗಲು ಕೋರಿದೆ. ವಿಳಾಸ: ಜಿಲ್ಲಾ ಶಸ್ತ್ರಚಿಕಿತ್ಸಕರ ಕಛೇರಿ, ಜಿಲ್ಲಾ ಆಸ್ಪತ್ರೆ ಕಾರವಾರ.: [968, 133, 1526, 170]
- notice-refs: ಉಲ್ಲೇಖ: (1) No. FD 03 TFP 2023 Dated:13.04.2023 (2) ಕರ್ನಾಟಕ ಸಾರ್ವಜನಿಕ ಸಂಗ್ರಹಣೆಯಲ್ಲಿ ಪಾರದರ್ಶಕತೆ ಅಧಿನಿಯಮ 1999, ನಿಯಮಗಳು-2000. (3) ಮಾನ್ಯ ಉಪನಿರ್ದೇಶಕರ ಅನುಮತಿ ದಿನಾಂಕ:02.07.2025. (4) ಸರ್ಕಾರದ ಆದೇಶ ಸಂಖ್ಯೆ: ಸಂಗ್ರಹ: 30 ವಿಹಾನಿ2013, ಬೆಂಗಳೂರು, ದಿನಾಂಕ: 31.03.2022.: [418, 435, 937, 472]
- notice-band: ಪ್ರಕಟಣೆ: [968, 108, 1526, 130]
- table-row: 7 ತಾಲೂಕಾ ಆಸ್ಪತ್ರೆ, ಹೊನ್ನಾವರ ಶಸ್ತ್ರಚಿಕಿತ್ಸಕರು: [969, 317, 1526, 333]
- notice-body: 2025-26ನೇ ಸಾಲಿನ ನಗರಸಭಾ ನಿಧಿಯಡಿಯಲ್ಲಿ ಈ ಕೆಳಗಿನ ಕಾಮಗಾರಿಗಳನ್ನು ಕೈಗೊಳ್ಳಲು ಅರ್ಹ ಗುತ್ತಿಗೆದಾರರಿಂದ Standard Bid Document KW-1 ರ ನಿಯಮ ನಿಬಂಧನೆಗಳನ್ವಯ (ಮಾರ್ಪಡಿಸಲ್ಪಟ್ಟ ಆವೃತ್ತಿಯ ಪ್ರಕಾರ) e-procurement ಮೂಲಕ ಟೆಂಡರುಗಳನ್ನು ಆಹ್ವಾನಿಸಲಾಗಿದೆ. ಹೆಚ್ಚಿನ ವಿವರಗಳಿಗೆ https://kppp.karnataka.gov.in ನಲ್ಲಿ ವೀಕ್ಷಿಸಬಹುದು.: [418, 691, 937, 729]
- cyan-dot: [735, 2354, 746, 2364]
- notice-body: ಅಮೃತ್ 2.0 ಯೋಜನೆಯಡಿ ರೂ. 49.82 ಲಕ್ಷ ಒಟ್ಟು 02 ಪ್ಯಾಕೇಜ್ ಕಾಮಗಾರಿಗಳನ್ನು ನಿರ್ವಹಿಸಲು ಕರ್ನಾಟಕ ಸಾರ್ವಜನಿಕ ಸಂಗ್ರಹಣೆಗಳಲ್ಲಿ ಪಾರದರ್ಶಕತೆ ಅಧಿನಿಯಮ 1999ರ ಪ್ರಕಾರ Karnataka Standard Tender Document KW-1 & KW-2 ರ ಪ್ರಕಾರ ಇ-ಪ್ರೊಕ್ಯೂರ್‌ಮೆಂಟ್ ಪೋರ್ಟಲ್ ಮುಖಾಂತರ ಅಹ್ವಾನಿಸಲಾಗಿದೆ. ಹೆಚ್ಚಿನ ವಿವರಗಳಿಗೆ www.kppp.karnataka.gov.in ಮುಖಾಂತರ ಟೆಂಡರ್‌ನಲ್ಲಿ ಭಾಗವಹಿಸಬಹುದು.: [15, 426, 375, 476]
- list-item: 9) ತಾಲೂಕಾ ಆಸ್ಪತ್ರೆ, ಹಳಿಯಾಳ 02: [968, 1296, 1526, 1309]
- list-item: 2) ತಾಲೂಕಾ ಆಸ್ಪತ್ರೆ, ಕುಮಟಾ 03: [968, 1201, 1526, 1215]
- table-row: 2. ಕಕ್ಕುಂಜೆ ವಾರ್ಡಿನ ಮೀನು ಮಾರುಕಟ್ಟೆ ಬಳಿ ತಡೆಗೋಡೆ ನಿರ್ಮಾಣ, ಮಣಿಪಾಲ ವಾರ್ಡಿನ ಒಳರಸ್ತೆ ಕಾಂಕ್ರೀಟೀಕರಣ ಹಾಗೂ ವಿವಿಧ ವಾರ್ಡುಗಳ ಚರಂಡಿ ದುರಸ್ತಿ ಕಾಮಗಾರಿ. DMA/2025-26/OW/WORK_INDENT45091 900000.00 22500.00 3 ತಿಂಗಳು: [419, 931, 937, 1071]
- signature-left: ಸಹಿ/- ಅಧ್ಯಕ್ಷರು ಉಡುಪಿ ನಗರಸಭೆ: [418, 1350, 527, 1362]
- section1-title: I. ಹುದ್ದೆಯ ವಿವರ : ಒಟ್ಟು 39 ಹುದ್ದೆಗಳು: [968, 175, 1105, 187]
- list-item: 1) ತಾಲೂಕಾ ಆಸ್ಪತ್ರೆ, ಅಂಕೋಲಾ 03: [968, 1188, 1526, 1201]
- notice-title: ಮಂಗಳೂರು ಮಹಾನಗರಪಾಲಿಕೆ: [79, 58, 311, 84]
- notice-signature: ಸಹಿ/- ಕಾರ್ಯಪಾಲಕ ಇಂಜಿನಿಯರ್, ಸಣ್ಣ ನೀರಾವರಿ ಮತ್ತು ಅಂ.ಜ ವಿಭಾಗ, ತುಮಕೂರು.: [97, 1181, 375, 1193]
